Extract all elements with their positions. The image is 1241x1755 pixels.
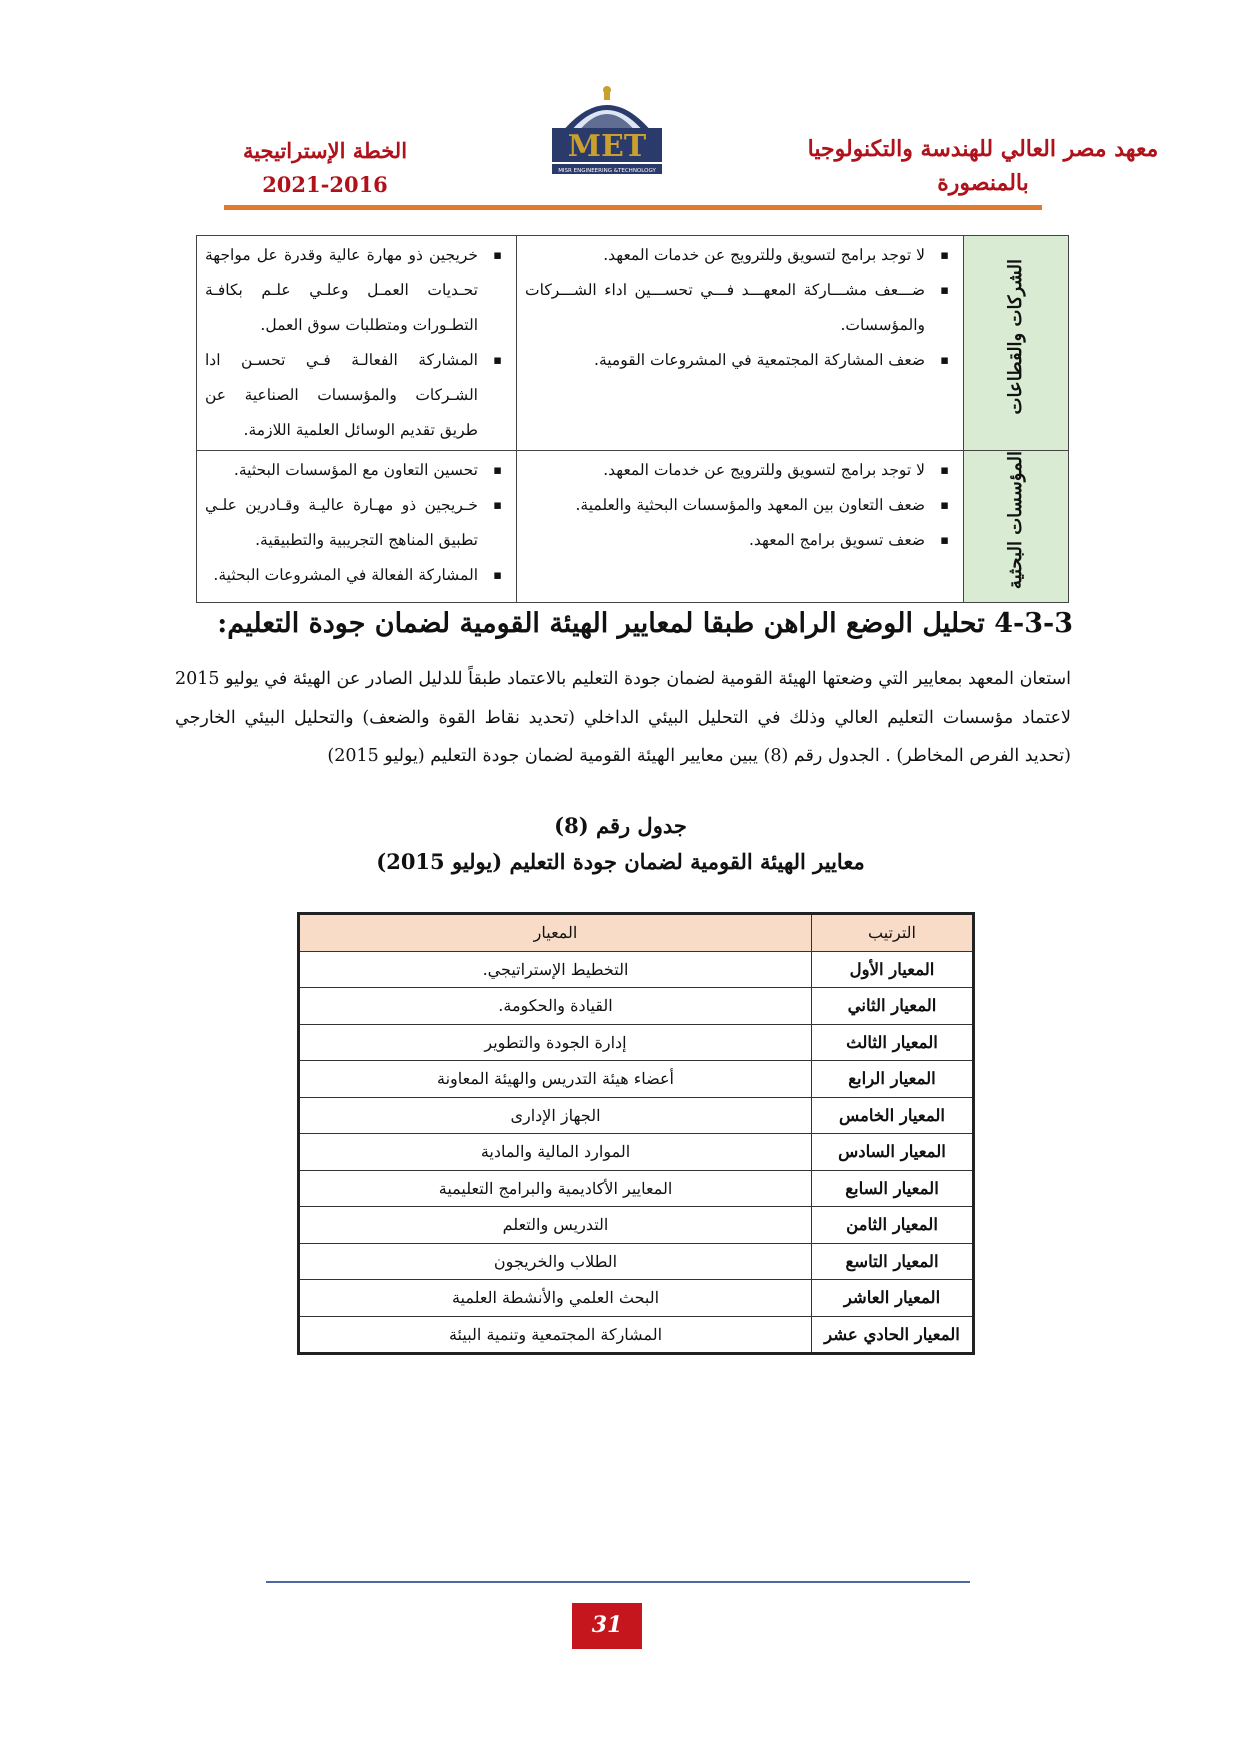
swot-row-companies [197, 236, 1069, 451]
table-row [299, 1207, 974, 1244]
section-title: 4-3-3 تحليل الوضع الراهن طبقا لمعايير الهيئة القومية لضمان جودة التعليم: [217, 608, 1073, 639]
plan-years: 2021-2016 [262, 172, 388, 197]
standard-cell: إدارة الجودة والتطوير [299, 1024, 812, 1061]
swot-table [196, 235, 1069, 603]
standard-cell: الطلاب والخريجون [299, 1243, 812, 1280]
rank-cell: المعيار الرابع [812, 1061, 974, 1098]
rank-cell: المعيار السادس [812, 1134, 974, 1171]
footer-divider [266, 1581, 970, 1583]
svg-text:MET: MET [567, 129, 647, 164]
rank-cell: المعيار الأول [812, 951, 974, 988]
standard-cell: القيادة والحكومة. [299, 988, 812, 1025]
swot-col2-cell [197, 236, 517, 451]
table-row [299, 1024, 974, 1061]
table-caption-number: جدول رقم (8) [554, 813, 687, 838]
institute-name-line1: معهد مصر العالي للهندسة والتكنولوجيا [807, 136, 1159, 162]
rank-cell: المعيار العاشر [812, 1280, 974, 1317]
swot-category-cell [964, 451, 1069, 603]
standard-cell: المشاركة المجتمعية وتنمية البيئة [299, 1316, 812, 1354]
table-row [299, 1170, 974, 1207]
standard-cell: المعايير الأكاديمية والبرامج التعليمية [299, 1170, 812, 1207]
rank-cell: المعيار الثالث [812, 1024, 974, 1061]
swot-category-cell [964, 236, 1069, 451]
list-item: ▪ خـريجين ذو مهـارة عاليـة وقـادرين علـي تطبيق المناهج التجريبية والتطبيقية. [205, 488, 508, 558]
page-number: 31 [572, 1603, 642, 1649]
institute-name [793, 132, 1173, 200]
standard-cell: البحث العلمي والأنشطة العلمية [299, 1280, 812, 1317]
list-item: ▪ خريجين ذو مهارة عالية وقدرة عل مواجهة تحـديات العمـل وعلـي علـم بكافـة التطـورات ومتطلبات سوق العمل. [205, 238, 508, 343]
swot-category-label: الشركات والقطاعات [1005, 258, 1026, 415]
standard-cell: التدريس والتعلم [299, 1207, 812, 1244]
rank-cell: المعيار التاسع [812, 1243, 974, 1280]
rank-cell: المعيار الحادي عشر [812, 1316, 974, 1354]
rank-cell: المعيار السابع [812, 1170, 974, 1207]
header-rank: الترتيب [812, 914, 974, 952]
swot-col1-cell [517, 236, 964, 451]
list-item: ▪ لا توجد برامج لتسويق وللترويج عن خدمات المعهد. [525, 238, 955, 273]
svg-text:MISR ENGINEERING &TECHNOLOGY: MISR ENGINEERING &TECHNOLOGY [558, 168, 656, 174]
list-item: ▪ المشاركة الفعالـة فـي تحسـن ادا الشـركات والمؤسسات الصناعية عن طريق تقديم الوسائل العلمية اللازمة. [205, 343, 508, 448]
institute-name-line2: بالمنصورة [937, 170, 1029, 196]
list-item: ▪ ضعف المشاركة المجتمعية في المشروعات القومية. [525, 343, 955, 378]
header-divider [224, 205, 1042, 210]
standard-cell: التخطيط الإستراتيجي. [299, 951, 812, 988]
table-row [299, 1280, 974, 1317]
met-logo [548, 82, 666, 178]
rank-cell: المعيار الثاني [812, 988, 974, 1025]
section-paragraph: استعان المعهد بمعايير التي وضعتها الهيئة القومية لضمان جودة التعليم بالاعتماد طبقاً للدليل الصادر عن الهيئة في يوليو 2015 لاعتماد مؤسسات التعليم العالي وذلك في التحليل البيئي الداخلي (تحديد نقاط القوة والضعف) والتحليل البيئي الخارجي (تحديد الفرص المخاطر) . الجدول رقم (8) يبين معايير الهيئة القومية لضمان جودة التعليم (يوليو 2015) [175, 669, 1071, 766]
standard-cell: الموارد المالية والمادية [299, 1134, 812, 1171]
rank-cell: المعيار الخامس [812, 1097, 974, 1134]
list-item: ▪ المشاركة الفعالة في المشروعات البحثية. [205, 558, 508, 593]
swot-col1-cell [517, 451, 964, 603]
table-row [299, 1243, 974, 1280]
table-row [299, 1061, 974, 1098]
table-row [299, 988, 974, 1025]
list-item: ▪ ضعف التعاون بين المعهد والمؤسسات البحثية والعلمية. [525, 488, 955, 523]
table-caption-title: معايير الهيئة القومية لضمان جودة التعليم (يوليو 2015) [376, 849, 865, 874]
swot-category-label: المؤسسات البحثية [1005, 451, 1026, 590]
header-standard: المعيار [299, 914, 812, 952]
table-row [299, 1134, 974, 1171]
swot-col2-cell [197, 451, 517, 603]
list-item: ▪ لا توجد برامج لتسويق وللترويج عن خدمات المعهد. [525, 453, 955, 488]
table-header-row [299, 914, 974, 952]
plan-heading [230, 134, 420, 202]
list-item: ▪ تحسين التعاون مع المؤسسات البحثية. [205, 453, 508, 488]
list-item: ▪ ضعف تسويق برامج المعهد. [525, 523, 955, 558]
standard-cell: أعضاء هيئة التدريس والهيئة المعاونة [299, 1061, 812, 1098]
table-row [299, 1316, 974, 1354]
standards-table [297, 912, 975, 1355]
plan-title: الخطة الإستراتيجية [242, 138, 408, 163]
rank-cell: المعيار الثامن [812, 1207, 974, 1244]
standard-cell: الجهاز الإدارى [299, 1097, 812, 1134]
table-row [299, 1097, 974, 1134]
swot-row-research [197, 451, 1069, 603]
table-row [299, 951, 974, 988]
list-item: ▪ ضـــعف مشـــاركة المعهـــد فـــي تحســـين اداء الشـــركات والمؤسسات. [525, 273, 955, 343]
